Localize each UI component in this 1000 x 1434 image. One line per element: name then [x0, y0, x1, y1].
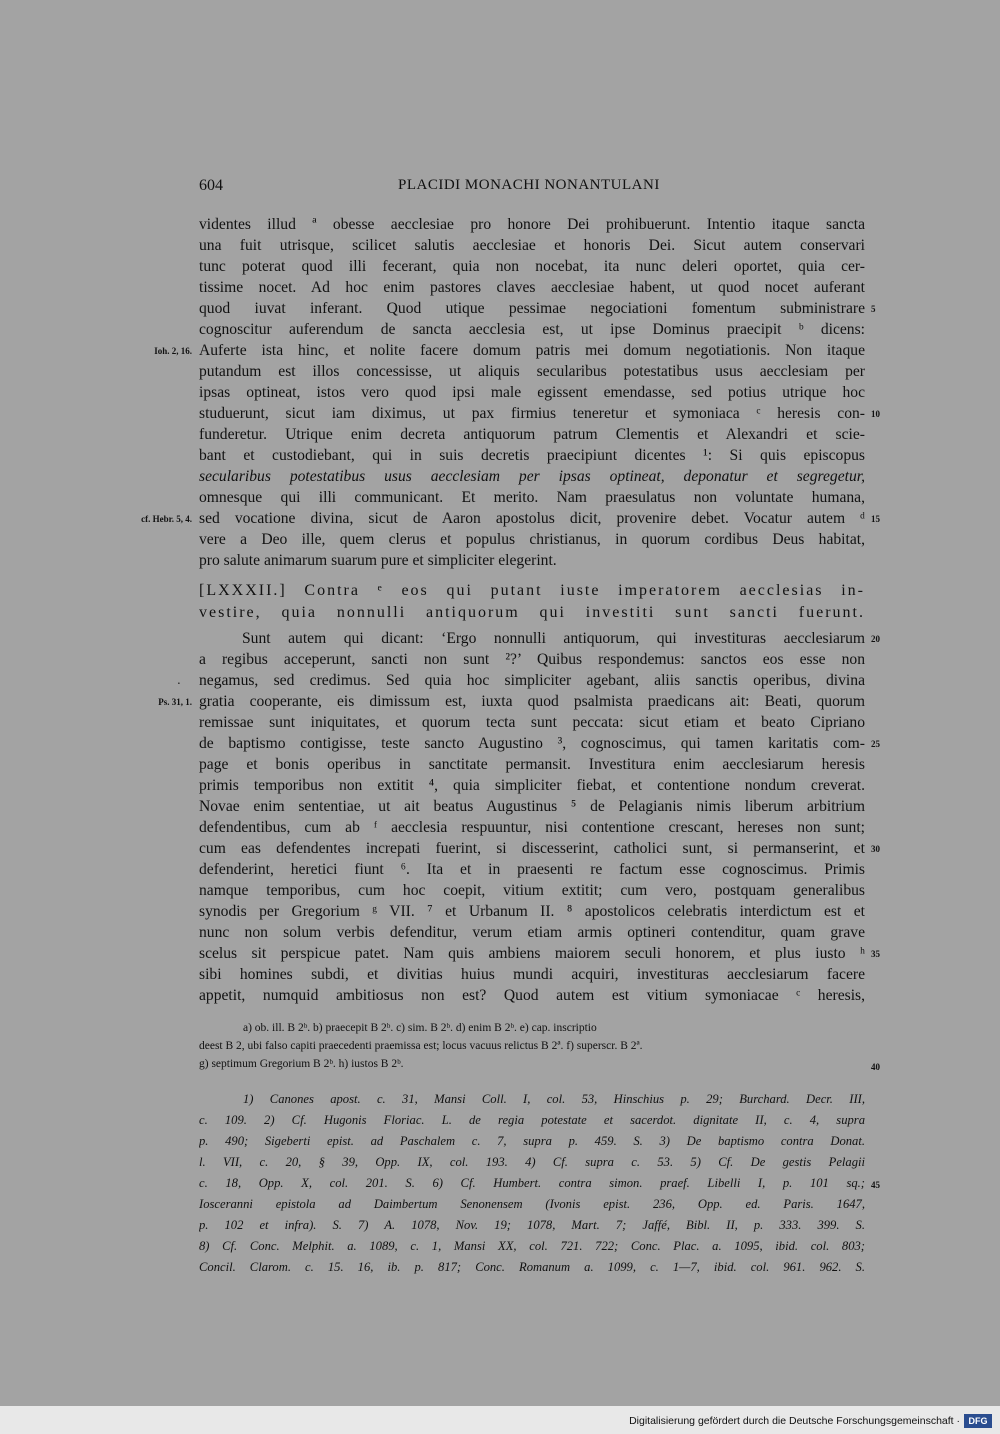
margin-note: . [177, 676, 180, 686]
text-line: putandum est illos concessisse, ut aliquis secularibus potestatibus usus aecclesiam per [199, 363, 865, 380]
text-line: primis temporibus non extitit ⁴, quia simpliciter fiebat, et contentione nondum creverat. [199, 777, 865, 794]
text-line: appetit, numquid ambitiosus non est? Quod autem est vitium symoniacae ᶜ heresis, [199, 987, 865, 1004]
text-line: cognoscitur auferendum de sancta aecclesia est, ut ipse Dominus praecipit ᵇ dicens: [199, 321, 865, 338]
text-line: pro salute animarum suarum pure et simpliciter elegerint. [199, 552, 557, 569]
chapter-heading: vestire, quia nonnulli antiquorum qui investiti sunt sancti fuerunt. [199, 604, 865, 621]
text-line: sed vocatione divina, sicut de Aaron apostolus dicit, provenire debet. Vocatur autem ᵈ [199, 510, 865, 527]
margin-note: cf. Hebr. 5, 4. [141, 514, 192, 524]
footnote-line: 8) Cf. Conc. Melphit. a. 1089, c. 1, Mansi XX, col. 721. 722; Conc. Plac. a. 1095, ibid. col. 803; [199, 1239, 865, 1253]
text-line: synodis per Gregorium ᵍ VII. ⁷ et Urbanum II. ⁸ apostolicos celebratis interdictum est et [199, 903, 865, 920]
line-number: 10 [871, 409, 880, 419]
text-line: defenderint, heretici fiunt ⁶. Ita et in praesenti re factum esse cognoscimus. Primis [199, 861, 865, 878]
text-line: nunc non solum verbis defenditur, verum etiam armis optineri contenditur, quam grave [199, 924, 865, 941]
margin-note: Ps. 31, 1. [158, 697, 192, 707]
footnote-line: 1) Canones apost. c. 31, Mansi Coll. I, col. 53, Hinschius p. 29; Burchard. Decr. III, [243, 1092, 865, 1106]
text-line: de baptismo contigisse, teste sancto Augustino ³, cognoscimus, qui tamen karitatis com- [199, 735, 865, 752]
text-line: Sunt autem qui dicant: ‘Ergo nonnulli antiquorum, qui investituras aecclesiarum [242, 630, 865, 647]
text-line: cum eas defendentes increpati fuerint, si discesserint, catholici sunt, si permanserint, et [199, 840, 865, 857]
text-line: quod iuvat inferant. Quod utique pessimae negociationi fomentum subministrare [199, 300, 865, 317]
line-number: 35 [871, 949, 880, 959]
funding-notice: Digitalisierung gefördert durch die Deutsche Forschungsgemeinschaft · [629, 1415, 960, 1427]
chapter-heading: [LXXXII.] Contra ᵉ eos qui putant iuste imperatorem aecclesias in- [199, 582, 865, 599]
text-line: Novae enim sententiae, ut ait beatus Augustinus ⁵ de Pelagianis nimis liberum arbitrium [199, 798, 865, 815]
footnote-line: c. 18, Opp. X, col. 201. S. 6) Cf. Humbert. contra simon. praef. Libelli I, p. 101 sq.; [199, 1176, 865, 1190]
dfg-logo-icon: DFG [964, 1414, 992, 1428]
text-line: sibi homines subdi, et divitias huius mundi acquiri, investituras aecclesiarum facere [199, 966, 865, 983]
text-line: omnesque qui illi communicant. Et merito. Nam praesulatus non voluntate humana, [199, 489, 865, 506]
apparatus-line: deest B 2, ubi falso capiti praecedenti praemissa est; locus vacuus relictus B 2ª. f) superscr. B 2ª. [199, 1040, 643, 1052]
text-line: page et bonis operibus in sanctitate permansit. Investitura enim aecclesiarum heresis [199, 756, 865, 773]
footnote-line: p. 490; Sigeberti epist. ad Paschalem c. 7, supra p. 459. S. 3) De baptismo contra Donat. [199, 1134, 865, 1148]
text-line: Auferte ista hinc, et nolite facere domum patris mei domum negotiationis. Non itaque [199, 342, 865, 359]
bottom-bar [0, 1406, 1000, 1434]
text-line: studuerunt, sicut iam diximus, ut pax firmius teneretur et symoniaca ᶜ heresis con- [199, 405, 865, 422]
text-line: una fuit utrisque, scilicet salutis aecclesiae et honoris Dei. Sicut autem conservari [199, 237, 865, 254]
apparatus-line: g) septimum Gregorium B 2ᵇ. h) iustos B 2ᵇ. [199, 1058, 404, 1070]
footnote-line: p. 102 et infra). S. 7) A. 1078, Nov. 19; 1078, Mart. 7; Jaffé, Bibl. II, p. 333. 399. S. [199, 1218, 865, 1232]
footnote-line: c. 109. 2) Cf. Hugonis Floriac. L. de regia potestate et sacerdot. dignitate II, c. 4, supra [199, 1113, 865, 1127]
text-line: defendentibus, cum ab ᶠ aecclesia respuuntur, nisi contentione crescant, hereses non sunt; [199, 819, 865, 836]
line-number: 15 [871, 514, 880, 524]
text-line: tissime nocet. Ad hoc enim pastores claves aecclesiae habent, ut quod nocet auferant [199, 279, 865, 296]
text-line: funderetur. Utrique enim decreta antiquorum patrum Clementis et Alexandri et scie- [199, 426, 865, 443]
text-line: namque temporibus, cum hoc coepit, vitium extitit; cum vero, postquam generalibus [199, 882, 865, 899]
text-line: secularibus potestatibus usus aecclesiam per ipsas optineat, deponatur et segregetur, [199, 468, 865, 485]
text-line: videntes illud ª obesse aecclesiae pro honore Dei prohibuerunt. Intentio itaque sancta [199, 216, 865, 233]
text-line: tunc poterat quod illi fecerant, quia non nocebat, ita nunc deleri oportet, quia cer- [199, 258, 865, 275]
footnote-line: l. VII, c. 20, § 39, Opp. IX, col. 193. 4) Cf. supra c. 53. 5) Cf. De gestis Pelagii [199, 1155, 865, 1169]
text-line: remissae sunt iniquitates, et quorum tecta sunt peccata: sicut etiam et beato Cipriano [199, 714, 865, 731]
margin-note: Ioh. 2, 16. [154, 346, 192, 356]
text-line: gratia cooperante, eis dimissum est, iuxta quod psalmista praedicans ait: Beati, quorum [199, 693, 865, 710]
text-line: scelus sit perspicue patet. Nam quis ambiens maiorem seculi honorem, et plus iusto ʰ [199, 945, 865, 962]
line-number: 25 [871, 739, 880, 749]
text-line: a regibus acceperunt, sancti non sunt ²?’ Quibus respondemus: sanctos eos esse non [199, 651, 865, 668]
footnote-line: Iosceranni epistola ad Daimbertum Senonensem (Ivonis epist. 236, Opp. ed. Paris. 1647, [199, 1197, 865, 1211]
running-title: PLACIDI MONACHI NONANTULANI [398, 177, 660, 193]
line-number: 45 [871, 1180, 880, 1190]
text-line: bant et custodiebant, qui in suis decretis praecipiunt dicentes ¹: Si quis episcopus [199, 447, 865, 464]
line-number: 20 [871, 634, 880, 644]
line-number: 30 [871, 844, 880, 854]
text-line: vere a Deo ille, quem clerus et populus christianus, in quorum cordibus Deus habitat, [199, 531, 865, 548]
apparatus-line: a) ob. ill. B 2ᵇ. b) praecepit B 2ᵇ. c) sim. B 2ᵇ. d) enim B 2ᵇ. e) cap. inscriptio [243, 1022, 597, 1034]
text-line: negamus, sed credimus. Sed quia hoc simpliciter agebant, aliis sanctis operibus, divina [199, 672, 865, 689]
footnote-line: Concil. Clarom. c. 15. 16, ib. p. 817; Conc. Romanum a. 1099, c. 1—7, ibid. col. 961. 962. S. [199, 1260, 865, 1274]
text-line: ipsas optineat, istos vero quod ipsi male egissent emendasse, sed potius utrique hoc [199, 384, 865, 401]
line-number: 5 [871, 304, 876, 314]
page-number: 604 [199, 177, 223, 194]
line-number: 40 [871, 1062, 880, 1072]
